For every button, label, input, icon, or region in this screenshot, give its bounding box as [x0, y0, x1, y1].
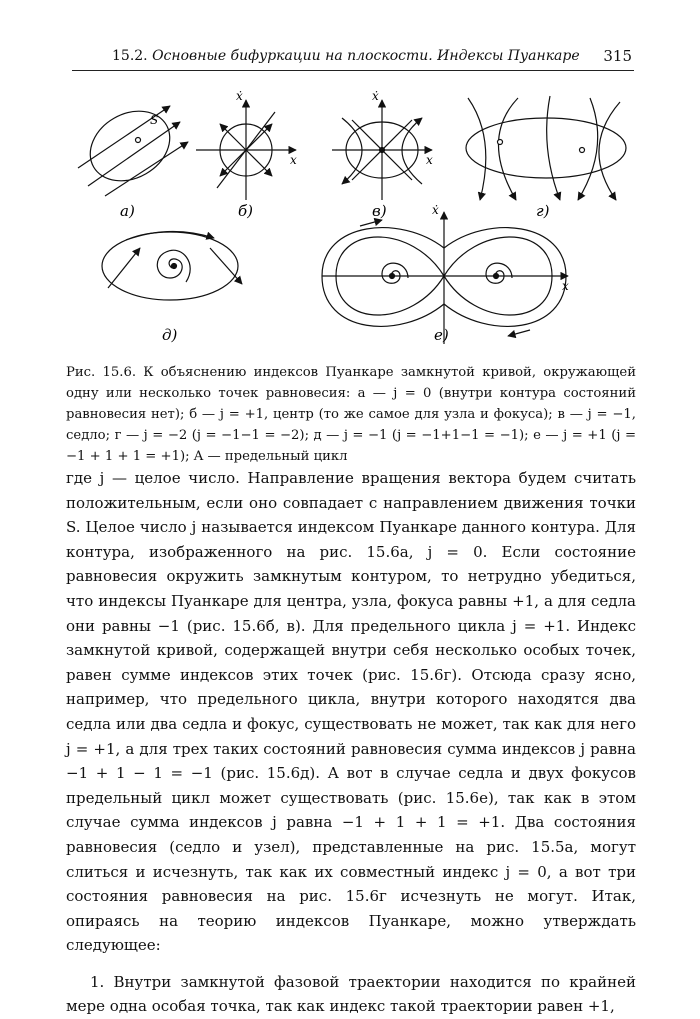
spiral-left [382, 263, 408, 283]
flow-arrow [360, 220, 382, 226]
label-d: д) [162, 326, 178, 344]
curve-label-s: S [150, 113, 159, 127]
axis-x-label-e: x [562, 279, 569, 293]
saddle-point [380, 148, 385, 153]
list-item: 1. Внутри замкнутой фазовой траектории находится по крайней мере одна особая точка, так как индекс такой траектории равен +1, [66, 972, 636, 1016]
running-head [112, 48, 580, 64]
focus-right [494, 274, 499, 279]
paragraph: где j — целое число. Направление вращения вектора будем считать положительным, если оно совпадает с направлением движения точки S. Целое число j называется индексом Пуанкаре данного контура. Для контура, изображенного на рис. 15.6а, j = 0. Если состояние равновесия окружить замкнутым контуром, то нетрудно убедиться, что индексы Пуанкаре для центра, узла, фокуса равны +1, а для седла они равны −1 (рис. 15.6б, в). Для предельного цикла j = +1. Индекс замкнутой кривой, содержащей внутри себя несколько особых точек, равен сумме индексов этих точек (рис. 15.6г). Отсюда сразу ясно, например, что предельного цикла, внутри которого находятся два седла или два седла и фокус, существовать не может, так как для него j = +1, а для трех таких состояний равновесия сумма индексов j равна −1 + 1 − 1 = −1 (рис. 15.6д). А вот в случае седла и двух фокусов предельный цикл может существовать (рис. 15.6е), так как в этом случае сумма индексов j равна −1 + 1 + 1 = +1. Два состояния равновесия (седло и узел), представленные на рис. 15.5а, могут слиться и исчезнуть, так как их совместный индекс j = 0, а вот три состояния равновесия на рис. 15.6г исчезнуть не могут. Итак, опираясь на теорию индексов Пуанкаре, можно утверждать следующее: [66, 469, 636, 955]
section-number: 15.2. [112, 48, 148, 64]
axis-xdot-label-v: ẋ [372, 89, 379, 103]
running-header [72, 44, 634, 71]
point-s [136, 138, 141, 143]
section-title: Основные бифуркации на плоскости. Индексы Пуанкаре [152, 48, 580, 64]
panel-d-drawing [102, 231, 242, 300]
radial-line [217, 150, 246, 188]
saddle-point [498, 140, 503, 145]
body-text [66, 466, 636, 1019]
flow-arrow [508, 330, 530, 336]
label-e: е) [434, 326, 449, 344]
axis-x-label-v: x [426, 153, 433, 167]
trajectory [210, 248, 242, 284]
axis-xdot-label-e: ẋ [432, 203, 439, 217]
label-b: б) [238, 202, 254, 220]
flow-line [88, 122, 180, 186]
panel-a-drawing [78, 97, 188, 196]
focus-point [172, 264, 177, 269]
panel-v-drawing [332, 100, 432, 200]
figure-15-6 [60, 88, 640, 350]
trajectory [108, 248, 140, 288]
radial-line [246, 112, 275, 150]
spiral-right [486, 263, 512, 283]
trajectory [599, 102, 620, 200]
label-g: г) [536, 202, 550, 220]
label-a: а) [120, 202, 135, 220]
trajectory [498, 98, 518, 200]
axis-x-label-b: x [290, 153, 297, 167]
flow-line [105, 142, 188, 196]
axis-xdot-label-b: ẋ [236, 89, 243, 103]
label-v: в) [372, 202, 387, 220]
saddle-point [580, 148, 585, 153]
trajectory [468, 98, 486, 200]
trajectory [547, 96, 560, 200]
figure-drawing [60, 88, 640, 350]
figure-caption: Рис. 15.6. К объяснению индексов Пуанкаре замкнутой кривой, окружающей одну или несколько точек равновесия: а — j = 0 (внутри контура состояний равновесия нет); б — j = +1, центр (то же самое для узла и фокуса); в — j = −1, седло; г — j = −2 (j = −1−1 = −2); д — j = −1 (j = −1+1−1 = −1); е — j = +1 (j = −1 + 1 + 1 = +1); A — предельный цикл [66, 365, 636, 464]
page-number: 315 [603, 47, 632, 65]
panel-e-drawing [322, 212, 568, 344]
panel-b-drawing [196, 100, 296, 200]
closed-contour [466, 118, 626, 178]
focus-left [390, 274, 395, 279]
panel-g-drawing [466, 96, 626, 200]
